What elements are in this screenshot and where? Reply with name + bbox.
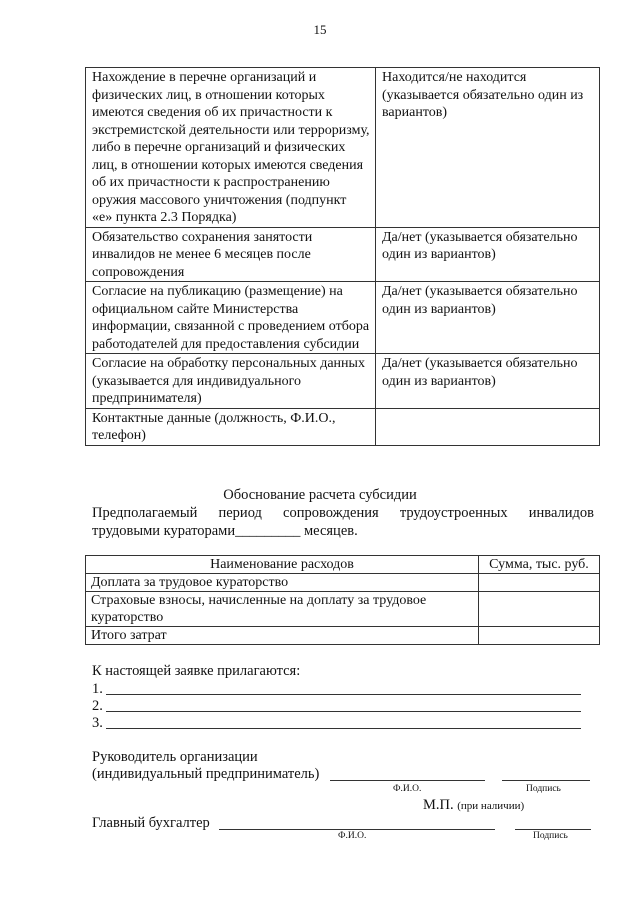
period-line-1: Предполагаемый период сопровождения трудоустроенных инвалидов — [92, 505, 594, 521]
attachment-line-3[interactable] — [106, 728, 581, 729]
section-title: Обоснование расчета субсидии — [223, 487, 417, 503]
head-fio-line[interactable] — [330, 780, 485, 781]
head-signature-line[interactable] — [502, 780, 590, 781]
accountant-signature-line[interactable] — [515, 829, 591, 830]
stamp-text: М.П. — [423, 797, 454, 813]
attachment-number: 1. — [92, 681, 103, 697]
header-sum: Сумма, тыс. руб. — [479, 556, 600, 574]
expense-name: Итого затрат — [86, 627, 479, 645]
period-months-field[interactable]: _________ — [235, 523, 301, 539]
period-line-2-end: месяцев. — [300, 523, 358, 539]
table-cell-criterion: Нахождение в перечне организаций и физических лиц, в отношении которых имеются сведения об их причастности к экстремистской деятельности или терроризму, либо в перечне организаций и физических лиц, в отношении которых имеются сведения об их причастности к распространению оружия массового уничтожения (подпункт «е» пункта 2.3 Порядка) — [86, 68, 376, 228]
table-cell-criterion: Обязательство сохранения занятости инвалидов не менее 6 месяцев после сопровождения — [86, 227, 376, 282]
attachment-number: 3. — [92, 715, 103, 731]
table-row — [86, 627, 600, 645]
table-cell-answer: Находится/не находится (указывается обязательно один из вариантов) — [376, 68, 600, 228]
table-row — [86, 574, 600, 592]
table-header-row — [86, 556, 600, 574]
attachment-line-1[interactable] — [106, 694, 581, 695]
attachment-line-2[interactable] — [106, 711, 581, 712]
table-cell-answer: Да/нет (указывается обязательно один из вариантов) — [376, 282, 600, 354]
table-cell-criterion: Контактные данные (должность, Ф.И.О., телефон) — [86, 408, 376, 445]
table-cell-answer — [376, 408, 600, 445]
table-cell-answer: Да/нет (указывается обязательно один из вариантов) — [376, 227, 600, 282]
accountant-fio-line[interactable] — [219, 829, 495, 830]
header-expense-name: Наименование расходов — [86, 556, 479, 574]
table-row — [86, 282, 600, 354]
expense-sum[interactable] — [479, 627, 600, 645]
period-paragraph — [92, 504, 594, 540]
table-cell-answer: Да/нет (указывается обязательно один из вариантов) — [376, 354, 600, 409]
requirements-table — [85, 67, 600, 446]
table-row — [86, 68, 600, 228]
page-number: 15 — [313, 22, 327, 37]
table-cell-criterion: Согласие на обработку персональных данных (указывается для индивидуального предпринимателя) — [86, 354, 376, 409]
table-row — [86, 408, 600, 445]
head-label: Руководитель организации — [92, 749, 258, 765]
expenses-table — [85, 555, 600, 645]
fio-caption: Ф.И.О. — [338, 831, 367, 841]
expense-name: Страховые взносы, начисленные на доплату за трудовое кураторство — [86, 592, 479, 627]
attachment-number: 2. — [92, 698, 103, 714]
entrepreneur-label: (индивидуальный предприниматель) — [92, 766, 320, 782]
stamp-note: (при наличии) — [457, 800, 525, 812]
table-cell-criterion: Согласие на публикацию (размещение) на официальном сайте Министерства информации, связанной с проведением отбора работодателей для предоставления субсидии — [86, 282, 376, 354]
accountant-label: Главный бухгалтер — [92, 815, 210, 831]
stamp-label — [423, 797, 524, 814]
signature-caption: Подпись — [526, 784, 561, 794]
expense-name: Доплата за трудовое кураторство — [86, 574, 479, 592]
table-row — [86, 354, 600, 409]
expense-sum[interactable] — [479, 574, 600, 592]
fio-caption: Ф.И.О. — [393, 784, 422, 794]
attachments-title: К настоящей заявке прилагаются: — [92, 663, 301, 679]
period-line-2-start: трудовыми кураторами — [92, 523, 236, 539]
expense-sum[interactable] — [479, 592, 600, 627]
table-row — [86, 592, 600, 627]
signature-caption: Подпись — [533, 831, 568, 841]
table-row — [86, 227, 600, 282]
